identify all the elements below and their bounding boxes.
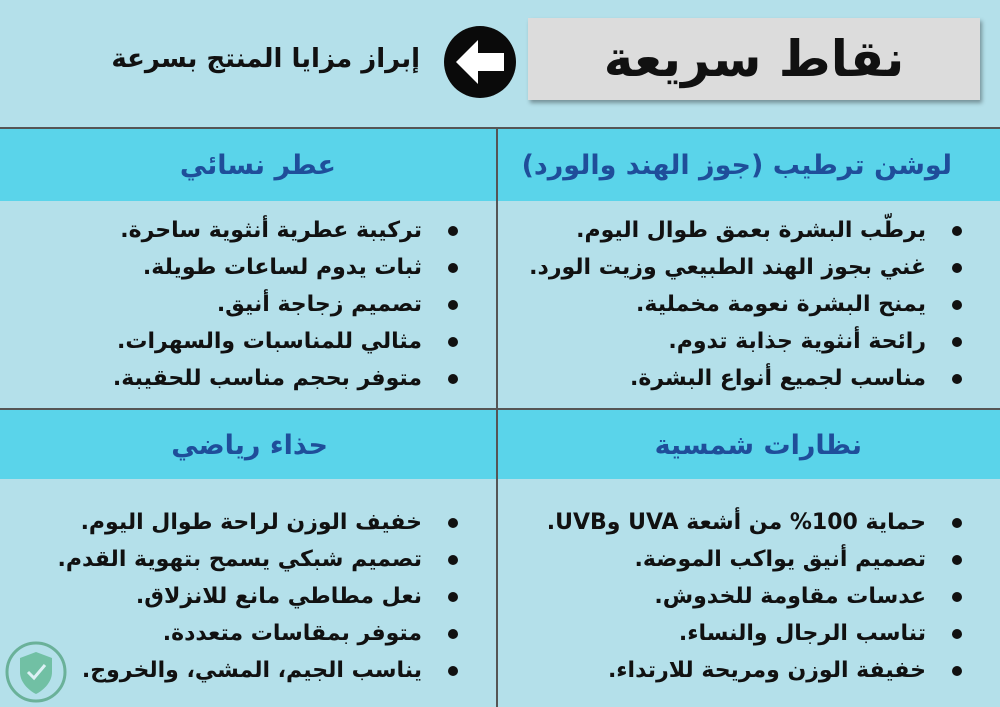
item-text: رائحة أنثوية جذابة تدوم. <box>668 329 926 354</box>
item-text: متوفر بحجم مناسب للحقيبة. <box>112 366 422 391</box>
cell-heading-text: نظارات شمسية <box>654 429 862 461</box>
list-item <box>547 541 966 578</box>
list-item <box>113 286 462 323</box>
list-item <box>529 212 966 249</box>
list-item <box>547 504 966 541</box>
item-text: عدسات مقاومة للخدوش. <box>654 584 926 609</box>
list-item <box>547 615 966 652</box>
bullet-icon <box>448 555 458 565</box>
list-item <box>529 323 966 360</box>
item-text: مناسب لجميع أنواع البشرة. <box>629 366 926 391</box>
item-text: ثبات يدوم لساعات طويلة. <box>142 255 422 280</box>
item-text: مثالي للمناسبات والسهرات. <box>117 329 422 354</box>
list-item <box>58 504 462 541</box>
bullet-icon <box>448 666 458 676</box>
list-item <box>529 360 966 397</box>
bullet-icon <box>952 592 962 602</box>
item-text: يناسب الجيم، المشي، والخروج. <box>81 658 422 683</box>
item-text: تصميم زجاجة أنيق. <box>216 292 422 317</box>
list-item <box>113 212 462 249</box>
list-item <box>58 652 462 689</box>
item-text: غني بجوز الهند الطبيعي وزيت الورد. <box>529 255 926 280</box>
bullet-icon <box>448 226 458 236</box>
bullet-icon <box>448 300 458 310</box>
bullet-icon <box>448 592 458 602</box>
bullet-icon <box>448 337 458 347</box>
header <box>0 0 1000 128</box>
arrow-left-circle-icon <box>442 24 518 100</box>
list-item <box>547 652 966 689</box>
item-text: تركيبة عطرية أنثوية ساحرة. <box>120 218 422 243</box>
list-item <box>58 541 462 578</box>
list-item <box>58 615 462 652</box>
page-title: نقاط سريعة <box>528 18 980 100</box>
list-item <box>58 578 462 615</box>
item-text: تصميم أنيق يواكب الموضة. <box>634 547 926 572</box>
bullet-icon <box>952 555 962 565</box>
bullet-icon <box>448 374 458 384</box>
item-text: نعل مطاطي مانع للانزلاق. <box>135 584 422 609</box>
list-item <box>529 286 966 323</box>
item-text: يرطّب البشرة بعمق طوال اليوم. <box>576 218 926 243</box>
cell-heading-sunglasses <box>498 409 1000 481</box>
shield-logo-icon <box>4 640 68 704</box>
list-item <box>113 323 462 360</box>
item-text: يمنح البشرة نعومة مخملية. <box>636 292 926 317</box>
bullet-icon <box>448 518 458 528</box>
item-text: تصميم شبكي يسمح بتهوية القدم. <box>57 547 422 572</box>
bullet-icon <box>952 263 962 273</box>
item-text: خفيفة الوزن ومريحة للارتداء. <box>607 658 926 683</box>
cell-heading-lotion <box>498 129 1000 201</box>
bullet-icon <box>952 518 962 528</box>
cell-heading-sneakers <box>0 409 496 481</box>
cell-heading-perfume <box>0 129 496 201</box>
list-item <box>529 249 966 286</box>
feature-list-sunglasses <box>547 504 966 689</box>
feature-list-lotion <box>529 212 966 397</box>
list-item <box>113 360 462 397</box>
feature-list-perfume <box>113 212 462 397</box>
bullet-icon <box>448 629 458 639</box>
cell-heading-text: لوشن ترطيب (جوز الهند والورد) <box>521 149 952 181</box>
item-text: متوفر بمقاسات متعددة. <box>162 621 422 646</box>
cell-heading-text: حذاء رياضي <box>171 429 328 461</box>
bullet-icon <box>952 666 962 676</box>
bullet-icon <box>448 263 458 273</box>
bullet-icon <box>952 374 962 384</box>
cell-heading-text: عطر نسائي <box>179 149 336 181</box>
bullet-icon <box>952 300 962 310</box>
bullet-icon <box>952 629 962 639</box>
feature-list-sneakers <box>58 504 462 689</box>
list-item <box>547 578 966 615</box>
page-subtitle: إبراز مزايا المنتج بسرعة <box>111 44 420 74</box>
bullet-icon <box>952 337 962 347</box>
list-item <box>113 249 462 286</box>
item-text: حماية 100% من أشعة UVA وUVB. <box>546 510 926 535</box>
item-text: تناسب الرجال والنساء. <box>678 621 926 646</box>
item-text: خفيف الوزن لراحة طوال اليوم. <box>80 510 422 535</box>
bullet-icon <box>952 226 962 236</box>
